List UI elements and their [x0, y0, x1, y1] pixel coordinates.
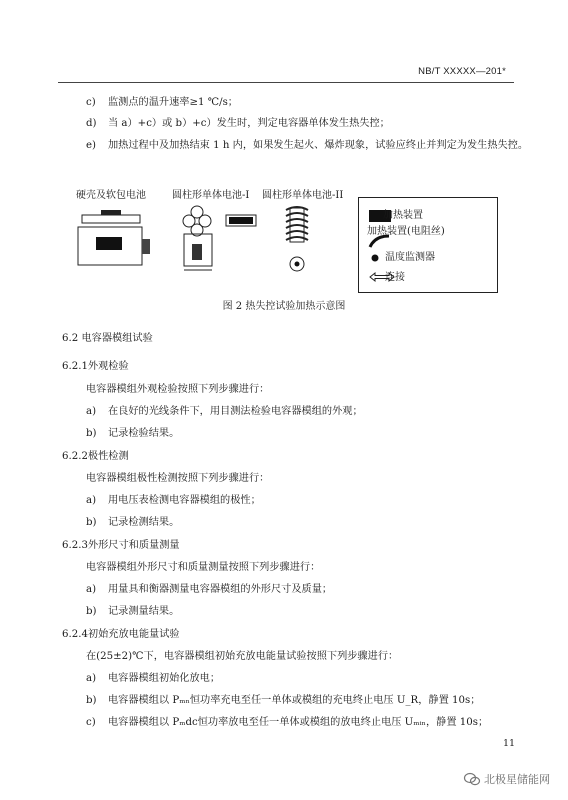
legend-connection: 连接: [385, 272, 405, 283]
figure-label-cylinder-2: 圆柱形单体电池-II: [262, 190, 344, 201]
figure-caption: 图 2 热失控试验加热示意图: [222, 301, 346, 312]
section-6-2-1-step-b: 记录检验结果。: [108, 428, 180, 439]
section-6-2-4-title: 6.2.4初始充放电能量试验: [62, 629, 180, 640]
section-6-2-title: 6.2 电容器模组试验: [62, 333, 153, 344]
criterion-c: 监测点的温升速率≥1 ℃/s；: [108, 97, 238, 108]
temperature-monitor-swatch: [371, 254, 379, 262]
cylinder-battery-2-diagram: [282, 204, 312, 276]
legend-heating-wire: 加热装置(电阻丝): [367, 226, 445, 237]
list-label-b: b): [86, 695, 97, 706]
criterion-d: 当 a）+c）或 b）+c）发生时，判定电容器单体发生热失控；: [108, 118, 390, 129]
list-label-c: c): [86, 97, 96, 108]
section-6-2-2-title: 6.2.2极性检测: [62, 451, 129, 462]
list-label-b: b): [86, 606, 97, 617]
list-label-a: a): [86, 406, 97, 417]
wechat-icon: [464, 772, 480, 786]
watermark-text: 北极星储能网: [484, 773, 550, 786]
figure-legend: [358, 197, 498, 293]
header-rule: [58, 82, 514, 83]
section-6-2-4-intro: 在(25±2)℃下，电容器模组初始充放电能量试验按照下列步骤进行：: [86, 651, 399, 662]
list-label-a: a): [86, 673, 97, 684]
section-6-2-2-step-a: 用电压表检测电容器模组的极性；: [108, 495, 261, 506]
figure-label-pouch: 硬壳及软包电池: [76, 190, 146, 201]
document-number: NB/T XXXXX—201*: [418, 66, 506, 77]
cylinder-battery-1-diagram: [178, 204, 264, 274]
page-number: 11: [503, 738, 516, 749]
section-6-2-3-step-b: 记录测量结果。: [108, 606, 180, 617]
legend-heating-device: 加热装置: [383, 210, 423, 221]
section-6-2-3-step-a: 用量具和衡器测量电容器模组的外形尺寸及质量；: [108, 584, 333, 595]
section-6-2-2-intro: 电容器模组极性检测按照下列步骤进行：: [86, 473, 270, 484]
list-label-b: b): [86, 428, 97, 439]
list-label-b: b): [86, 517, 97, 528]
heating-wire-swatch: [369, 234, 391, 248]
list-label-a: a): [86, 584, 97, 595]
criterion-e: 加热过程中及加热结束 1 h 内，如果发生起火、爆炸现象，试验应终止并判定为发生热失控。: [108, 140, 529, 151]
section-6-2-4-step-a: 电容器模组初始化放电；: [108, 673, 221, 684]
section-6-2-1-intro: 电容器模组外观检验按照下列步骤进行：: [86, 384, 270, 395]
legend-temperature-monitor: 温度监测器: [385, 252, 435, 263]
list-label-c: c): [86, 717, 96, 728]
section-6-2-3-title: 6.2.3外形尺寸和质量测量: [62, 540, 180, 551]
section-6-2-1-step-a: 在良好的光线条件下，用目测法检验电容器模组的外观；: [108, 406, 363, 417]
figure-label-cylinder-1: 圆柱形单体电池-I: [172, 190, 250, 201]
list-label-d: d): [86, 118, 97, 129]
pouch-battery-diagram: [76, 210, 160, 270]
section-6-2-4-step-c: 电容器模组以 Pₘdc恒功率放电至任一单体或模组的放电终止电压 Uₘᵢₙ，静置 10s；: [108, 717, 489, 728]
list-label-e: e): [86, 140, 97, 151]
list-label-a: a): [86, 495, 97, 506]
section-6-2-4-step-b: 电容器模组以 Pₘₙ恒功率充电至任一单体或模组的充电终止电压 U_R，静置 10s；: [108, 695, 481, 706]
section-6-2-2-step-b: 记录检测结果。: [108, 517, 180, 528]
watermark: [464, 771, 550, 787]
section-6-2-1-title: 6.2.1外观检验: [62, 361, 129, 372]
section-6-2-3-intro: 电容器模组外形尺寸和质量测量按照下列步骤进行：: [86, 562, 321, 573]
